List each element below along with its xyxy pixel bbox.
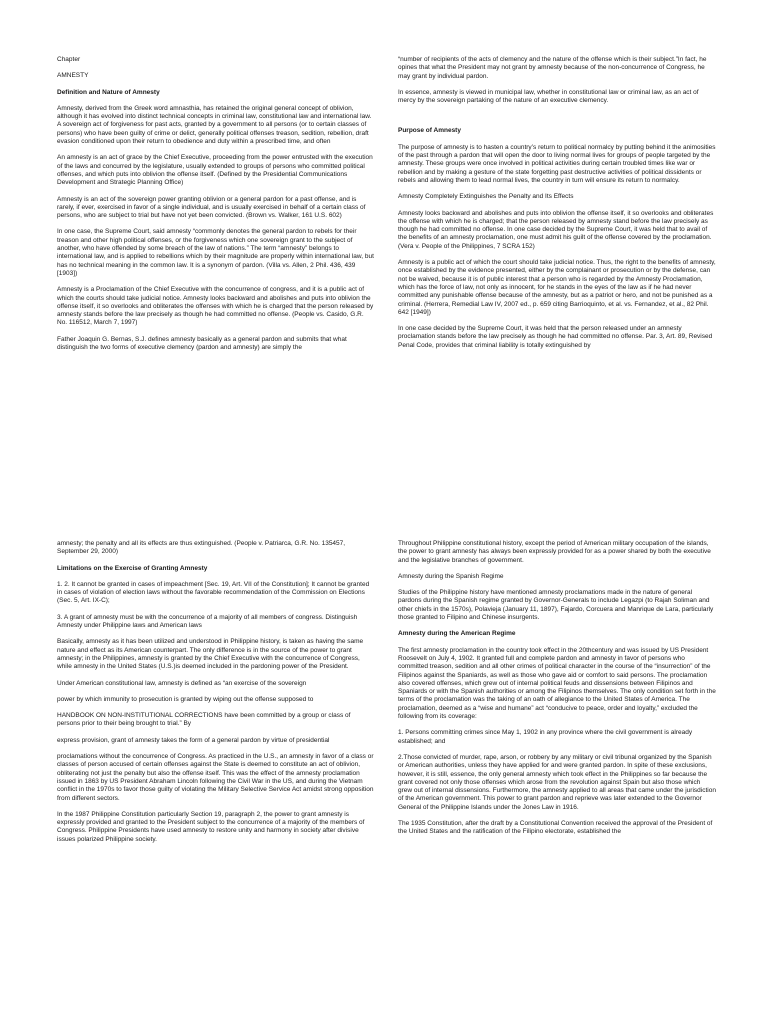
paragraph: Amnesty is a public act of which the court should take judicial notice. Thus, the right to the benefits of amnesty, once established by the evidence presented, either by the complainant or prosecution or by the defense, can not be waived, because it is of public interest that a person who is regarded by the Amnesty Proclamation, which has the force of law, not only as innocent, for he stands in the eyes of the law as if he had never committed any punishable offense because of the amnesty, but as a patriot or hero, and not be punished as a criminal. (Herrera, Remedial Law IV, 2007 ed., p. 659 citing Barrioquinto, et al. vs. Fernandez, et al., 82 Phil. 642 [1949])	[398, 259, 716, 316]
paragraph: HANDBOOK ON NON-INSTITUTIONAL CORRECTIONS have been committed by a group or class of persons prior to their being brought to trial.” By	[57, 712, 351, 728]
paragraph: Amnesty is an act of the sovereign power granting oblivion or a general pardon for a past offense, and is rarely, if ever, exercised in favor of a single individual, and is usually exercised in behalf of a certain class of persons, who are subject to trial but have not yet been convicted. (Brown vs. Walker, 161 U.S. 602)	[57, 195, 366, 220]
paragraph: Father Joaquin G. Bernas, S.J. defines amnesty basically as a general pardon and submits that what distinguish the two forms of executive clemency (pardon and amnesty) are simply the	[57, 335, 347, 352]
paragraph: 3. A grant of amnesty must be with the concurrence of a majority of all members of congress. Distinguish Amnesty under Philippine laws and American laws	[57, 613, 358, 630]
paragraph: 1. 2. It cannot be granted in cases of impeachment [Sec. 19, Art. VII of the Constitution]; It cannot be granted in cases of violation of election laws without the favorable recommendation of the Commission on Elections (Sec. 5, Art. IX-C);	[57, 580, 370, 605]
paragraph: In essence, amnesty is viewed in municipal law, whether in constitutional law or criminal law, as an act of mercy by the sovereign partaking of the nature of an executive clemency.	[398, 88, 699, 105]
paragraph: Studies of the Philippine history have mentioned amnesty proclamations made in the nature of general pardons during the Spanish regime granted by Governor-Generals to include Legazpi (to Rajah Soliman and other chiefs in the 1570s), Polavieja (January 11, 1897), Fajardo, Corcuera and Manrique de Lara, particularly those granted to Filipino and Chinese insurgents.	[398, 589, 714, 622]
document-page-2	[0, 512, 768, 1024]
paragraph: power by which immunity to prosecution is granted by wiping out the offense supposed to	[57, 695, 314, 703]
paragraph: Basically, amnesty as it has been utilized and understood in Philippine history, is taken as having the same nature and effect as its American counterpart. The only difference is in the source of the power to grant amnesty; in the Philippines, amnesty is granted by the Chief Executive with the concurrence of Congress, while amnesty in the United States (U.S.)is deemed included in the pardoning power of the President.	[57, 638, 364, 671]
paragraph: Amnesty is a Proclamation of the Chief Executive with the concurrence of congress, and it is a public act of which the courts should take judicial notice. Amnesty looks backward and abolishes and puts into oblivion the offense itself, it so overlooks and obliterates the offenses with which he is charged that the person released by amnesty stands before the law precisely as though he had committed no offense. (People vs. Casido, G.R. No. 116512, March 7, 1997)	[57, 286, 374, 327]
paragraph: “number of recipients of the acts of clemency and the nature of the offense which is their subject.”In fact, he opines that what the President may not grant by amnesty because of the non-concurrence of Congress, he may grant by individual pardon.	[398, 56, 707, 80]
page-2-right-column	[398, 540, 716, 845]
paragraph: 2.Those convicted of murder, rape, arson, or robbery by any military or civil tribunal organized by the Spanish or American authorities, unless they have applied for and were granted pardon. In spite of these exclusions, however, it is still, essence, the only general amnesty which took effect in the Philippines so far because the grant covered not only those offenses which arose from the revolution against Spain but also those which grew out of internal dissensions. Furthermore, the amnesty applied to all areas that came under the jurisdiction of the American government. This power to grant pardon and reprieve was later extended to the Governor General of the Philippine Islands under the Jones Law in 1916.	[398, 753, 716, 811]
page-1-left-column	[57, 56, 375, 360]
paragraph: Amnesty during the Spanish Regime	[398, 572, 504, 580]
paragraph: amnesty; the penalty and all its effects are thus extinguished. (People v. Patriarca, G.R. No. 135457, September 29, 2000)	[57, 540, 346, 556]
section-heading: Definition and Nature of Amnesty	[57, 88, 160, 96]
paragraph: express provision, grant of amnesty takes the form of a general pardon by virtue of presidential	[57, 736, 330, 744]
page-2-left-column	[57, 540, 375, 852]
paragraph: In one case, the Supreme Court, said amnesty “commonly denotes the general pardon to rebels for their treason and other high political offenses, or the forgiveness which one sovereign grant to the subject of another, who have offended by some breach of the law of nations.” The term “amnesty” belongs to international law, and is applied to rebellions which by their magnitude are properly within international law, but has no technical meaning in the common law. It is a synonym of pardon. (Villa vs. Allen, 2 Phil. 436, 439 [1903])	[57, 228, 374, 277]
paragraph: The purpose of amnesty is to hasten a country’s return to political normalcy by putting behind it the animosities of the past through a pardon that will open the door to living normal lives for groups of people targeted by the amnesty. These groups were once involved in political activities during certain troubled times like war or rebellion and by making a gesture of the state forgetting past destructive activities of political dissidents or rebels and allowing them to lead normal lives, the country in turn will ensure its return to normalcy.	[398, 143, 716, 184]
section-heading: Purpose of Amnesty	[398, 127, 461, 135]
paragraph-spacer	[398, 113, 716, 127]
paragraph: 1. Persons committing crimes since May 1, 1902 in any province where the civil government is already established; and	[398, 729, 693, 745]
paragraph: The first amnesty proclamation in the country took effect in the 20thcentury and was issued by US President Roosevelt on July 4, 1902. It granted full and complete pardon and amnesty in favor of persons who committed treason, sedition and all other crimes of political character in the course of the “insurrection” of the Filipinos against the Spaniards, as well as those who gave aid or comfort to said persons. The proclamation also covered offenses, which grew out of internal political feuds and dissensions between Filipinos and Spaniards or with the Spanish authorities or among the Filipinos themselves. The only condition set forth in the terms of the proclamation was the taking of an oath of allegiance to the United States of America. The proclamation, deemed as a “wise and humane” act “conducive to peace, order and loyalty,” excluded the following from its coverage:	[398, 646, 716, 721]
paragraph: Chapter	[57, 56, 81, 63]
paragraph: Amnesty Completely Extinguishes the Penalty and Its Effects	[398, 193, 574, 201]
paragraph: proclamations without the concurrence of Congress. As practiced in the U.S., an amnesty in favor of a class or classes of person accused of certain offenses against the State is deemed to constitute an act of oblivion, obliterating not just the penalty but also the offense itself. This was the effect of the amnesty proclamation issued in 1863 by US President Abraham Lincoln following the Civil War in the US, and during the Vietnam conflict in the 1970s to favor those guilty of violating the Military Selective Service Act amidst strong opposition from different sectors.	[57, 753, 374, 802]
paragraph: AMNESTY	[57, 72, 89, 80]
paragraph: In one case decided by the Supreme Court, it was held that the person released under an amnesty proclamation stands before the law precisely as though he had committed no offense. Par. 3, Art. 89, Revised Penal Code, provides that criminal liability is totally extinguished by	[398, 325, 713, 349]
paragraph: Throughout Philippine constitutional history, except the period of American military occupation of the islands, the power to grant amnesty has always been expressly provided for as a power shared by both the executive and the legislative branches of government.	[398, 540, 711, 564]
paragraph: An amnesty is an act of grace by the Chief Executive, proceeding from the power entrusted with the execution of the laws and concurred by the legislature, usually extended to groups of persons who committed political offenses, and which puts into oblivion the offense itself. (Defined by the Presidential Communications Development and Strategic Planning Office)	[57, 154, 373, 187]
paragraph: In the 1987 Philippine Constitution particularly Section 19, paragraph 2, the power to grant amnesty is expressly provided and granted to the President subject to the concurrence of a majority of the members of Congress. Philippine Presidents have used amnesty to restore unity and harmony in society after divisive issues polarized Philippine society.	[57, 810, 365, 843]
paragraph: Amnesty looks backward and abolishes and puts into oblivion the offense itself, it so overlooks and obliterates the offense with which he is charged; that the person released by amnesty stand before the law precisely as though he had committed no offense. In one case decided by the Supreme Court, it was held that to avail of the benefits of an amnesty proclamation, one must admit his guilt of the offense covered by the proclamation. (Vera v. People of the Philippines, 7 SCRA 152)	[398, 209, 714, 250]
paragraph: Under American constitutional law, amnesty is defined as “an exercise of the sovereign	[57, 679, 307, 687]
paragraph: The 1935 Constitution, after the draft by a Constitutional Convention received the approval of the President of the United States and the ratification of the Filipino electorate, established the	[398, 820, 713, 836]
paragraph: Amnesty, derived from the Greek word amnasthia, has retained the original general concept of oblivion, although it has evolved into distinct technical concepts in criminal law, constitutional law and international law. A sovereign act of forgiveness for past acts, granted by a government to all persons (or to certain classes of persons) who have been guilty of crime or delict, generally political offenses treason, sedition, rebellion, draft evasion conditioned upon their return to obedience and duty within a prescribed time, and often	[57, 104, 372, 146]
section-heading: Amnesty during the American Regime	[398, 630, 516, 638]
section-heading: Limitations on the Exercise of Granting Amnesty	[57, 564, 208, 572]
page-1-right-column	[398, 56, 716, 358]
